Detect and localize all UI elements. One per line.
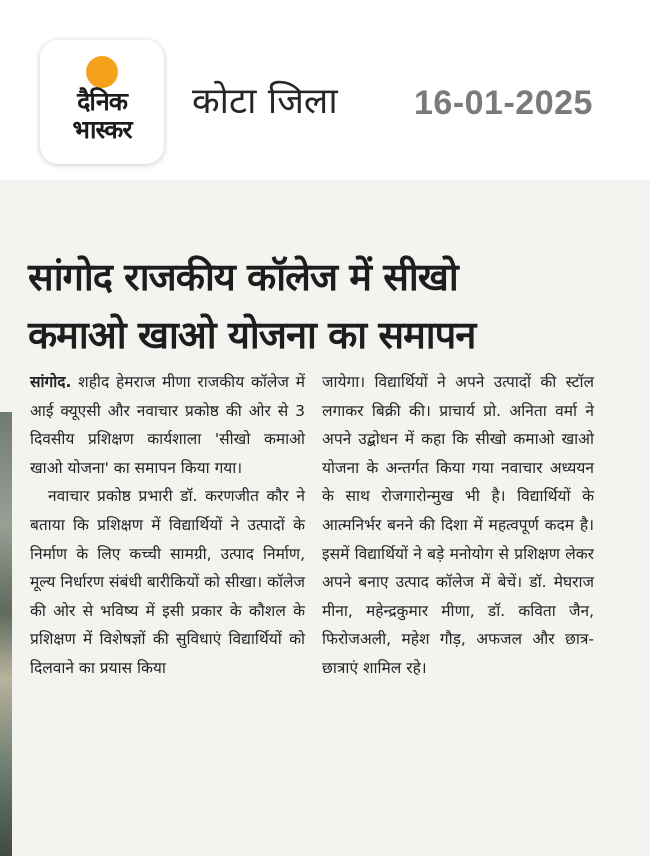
article-paragraph	[30, 368, 305, 482]
newspaper-clipping[interactable]	[0, 180, 650, 856]
adjacent-photo-edge	[0, 412, 12, 856]
article-column-left	[30, 368, 305, 683]
logo-text-line1: दैनिक	[77, 87, 127, 116]
article-paragraph: जायेगा। विद्यार्थियों ने अपने उत्पादों की स्टॉल लगाकर बिक्री की। प्राचार्य प्रो. अनिता वर्मा ने अपने उद्बोधन में कहा कि सीखो कमाओ खाओ योजना के अन्तर्गत किया गया नवाचार अध्ययन के साथ रोजगारोन्मुख भी है। विद्यार्थियों के आत्मनिर्भर बनने की दिशा में महत्वपूर्ण कदम है। इसमें विद्यार्थियों ने बड़े मनोयोग से प्रशिक्षण लेकर अपने बनाए उत्पाद कॉलेज में बेचें। डॉ. मेघराज मीना, महेन्द्रकुमार मीणा, डॉ. कविता जैन, फिरोजअली, महेश गौड़, अफजल और छात्र-छात्राएं शामिल रहे।	[322, 373, 594, 677]
article-column-right	[322, 368, 594, 683]
cropped-text-remnant	[28, 196, 438, 206]
app-header	[0, 0, 650, 180]
newspaper-logo[interactable]	[40, 40, 164, 164]
cropped-text-remnant	[28, 848, 618, 856]
paragraph-text: शहीद हेमराज मीणा राजकीय कॉलेज में आई क्यूएसी और नवाचार प्रकोष्ठ की ओर से 3 दिवसीय प्रशिक्षण कार्यशाला 'सीखो कमाओ खाओ योजना' का समापन किया गया।	[30, 373, 305, 477]
sun-icon	[86, 56, 118, 88]
edition-date: 16-01-2025	[414, 84, 593, 122]
logo-text-line2: भास्कर	[72, 115, 132, 144]
headline-line: सांगोद राजकीय कॉलेज में सीखो	[28, 255, 458, 299]
article-headline	[28, 248, 628, 364]
article-paragraph: नवाचार प्रकोष्ठ प्रभारी डॉ. करणजीत कौर ने बताया कि प्रशिक्षण में विद्यार्थियों ने उत्पादों के निर्माण के लिए कच्ची सामग्री, उत्पाद निर्माण, मूल्य निर्धारण संबंधी बारीकियों को सीखा। कॉलेज की ओर से भविष्य में इसी प्रकार के कौशल के प्रशिक्षण में विशेषज्ञों की सुविधाएं विद्यार्थियों को दिलवाने का प्रयास किया	[30, 487, 305, 677]
article-dateline: सांगोद.	[30, 373, 72, 391]
edition-title: कोटा जिला	[192, 81, 338, 122]
headline-line: कमाओ खाओ योजना का समापन	[28, 313, 476, 357]
